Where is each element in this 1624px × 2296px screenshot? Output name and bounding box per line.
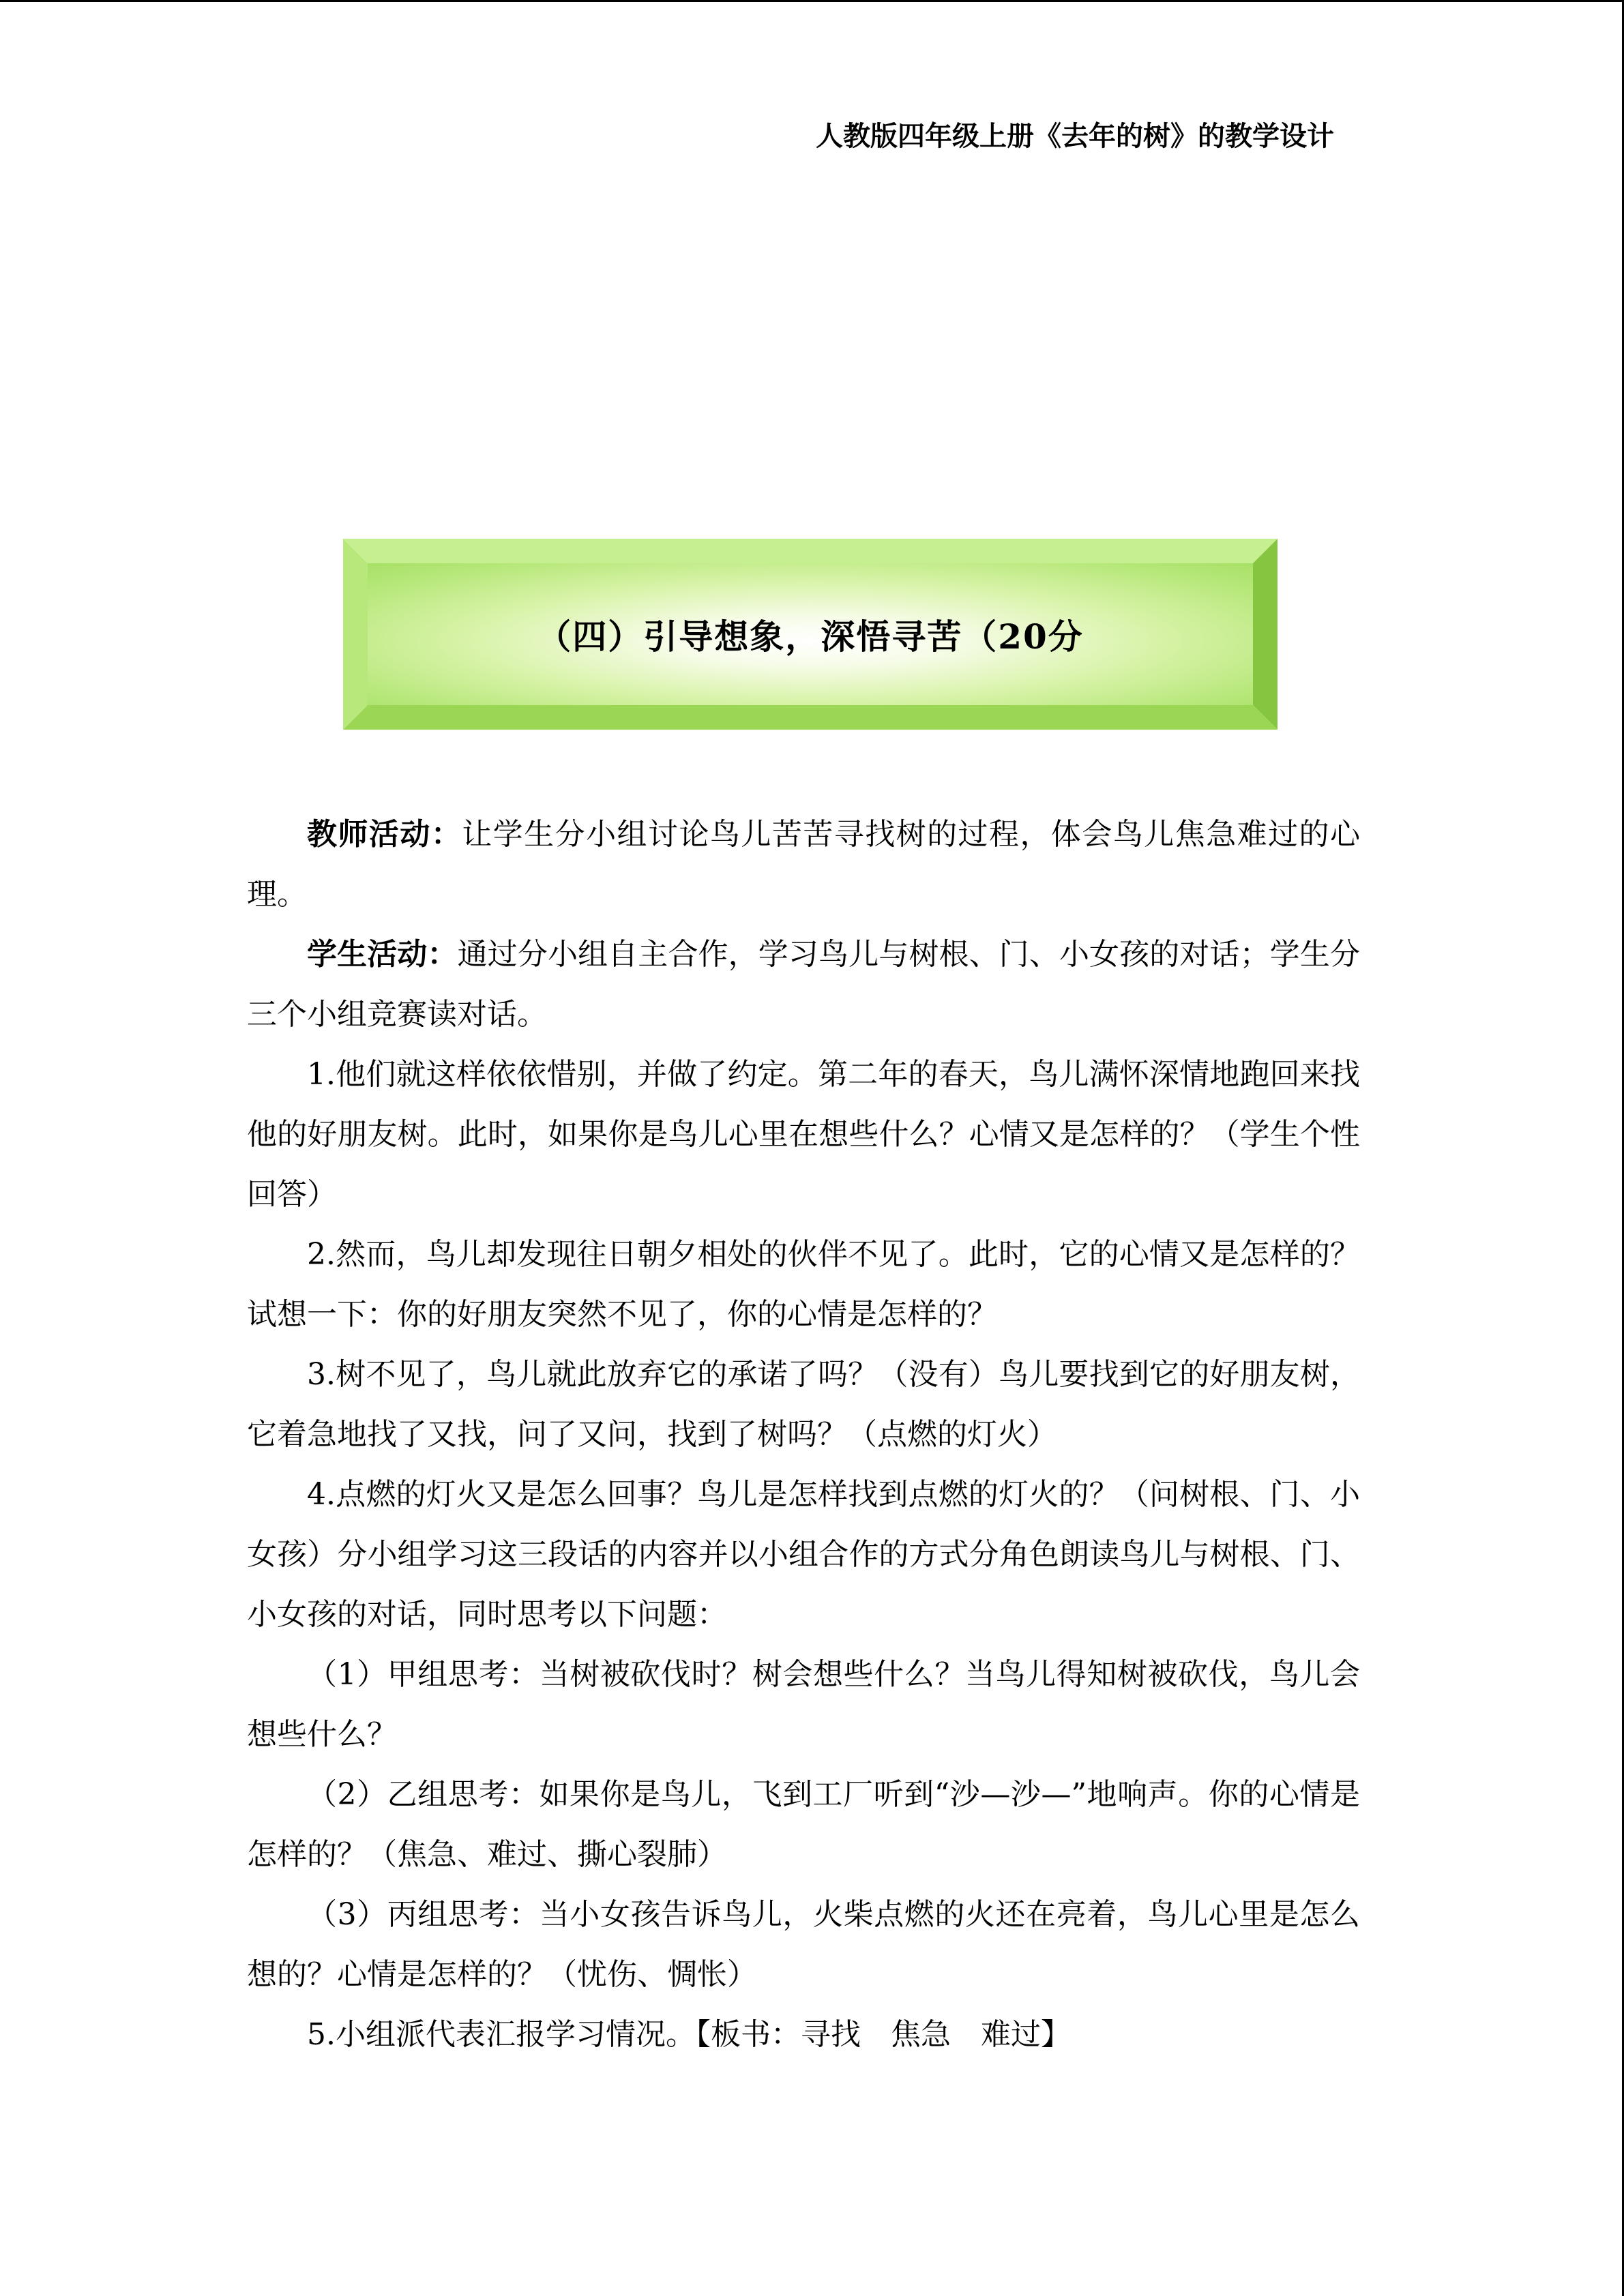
student-activity bbox=[247, 925, 1360, 1045]
paragraph-4: 4.点燃的灯火又是怎么回事？鸟儿是怎样找到点燃的灯火的？（问树根、门、小女孩）分小组学习这三段话的内容并以小组合作的方式分角色朗读鸟儿与树根、门、小女孩的对话，同时思考以下问题： bbox=[247, 1477, 1360, 1632]
student-activity-text: 通过分小组自主合作，学习鸟儿与树根、门、小女孩的对话；学生分三个小组竞赛读对话。 bbox=[247, 937, 1361, 1032]
page-top-border bbox=[0, 0, 1624, 2]
running-header: 人教版四年级上册《去年的树》的教学设计 bbox=[816, 121, 1334, 152]
student-activity-label: 学生活动： bbox=[307, 937, 458, 972]
teacher-activity bbox=[247, 805, 1360, 925]
paragraph-2: 2.然而，鸟儿却发现往日朝夕相处的伙伴不见了。此时，它的心情又是怎样的？试想一下：你的好朋友突然不见了，你的心情是怎样的？ bbox=[247, 1237, 1360, 1332]
paragraph-3: 3.树不见了，鸟儿就此放弃它的承诺了吗？（没有）鸟儿要找到它的好朋友树，它着急地找了又找，问了又问，找到了树吗？（点燃的灯火） bbox=[247, 1357, 1360, 1452]
paragraph-group-c: （3）丙组思考：当小女孩告诉鸟儿，火柴点燃的火还在亮着，鸟儿心里是怎么想的？心情是怎样的？（忧伤、惆怅） bbox=[247, 1897, 1360, 1992]
section-heading-box bbox=[343, 539, 1278, 730]
section-heading-face bbox=[368, 563, 1253, 705]
paragraph-group-b: （2）乙组思考：如果你是鸟儿，飞到工厂听到“沙—沙—”地响声。你的心情是怎样的？（焦急、难过、撕心裂肺） bbox=[247, 1777, 1360, 1872]
teacher-activity-label: 教师活动： bbox=[307, 817, 462, 852]
paragraph-1: 1.他们就这样依依惜别，并做了约定。第二年的春天，鸟儿满怀深情地跑回来找他的好朋友树。此时，如果你是鸟儿心里在想些什么？心情又是怎样的？（学生个性回答） bbox=[247, 1057, 1360, 1212]
teacher-activity-text: 让学生分小组讨论鸟儿苦苦寻找树的过程，体会鸟儿焦急难过的心理。 bbox=[247, 817, 1361, 912]
paragraph-5: 5.小组派代表汇报学习情况。【板书：寻找 焦急 难过】 bbox=[307, 2017, 1071, 2052]
section-title: （四）引导想象，深悟寻苦（20分 bbox=[537, 616, 1084, 657]
paragraph-group-a: （1）甲组思考：当树被砍伐时？树会想些什么？当鸟儿得知树被砍伐，鸟儿会想些什么？ bbox=[247, 1657, 1360, 1752]
body-content bbox=[247, 805, 1360, 2065]
